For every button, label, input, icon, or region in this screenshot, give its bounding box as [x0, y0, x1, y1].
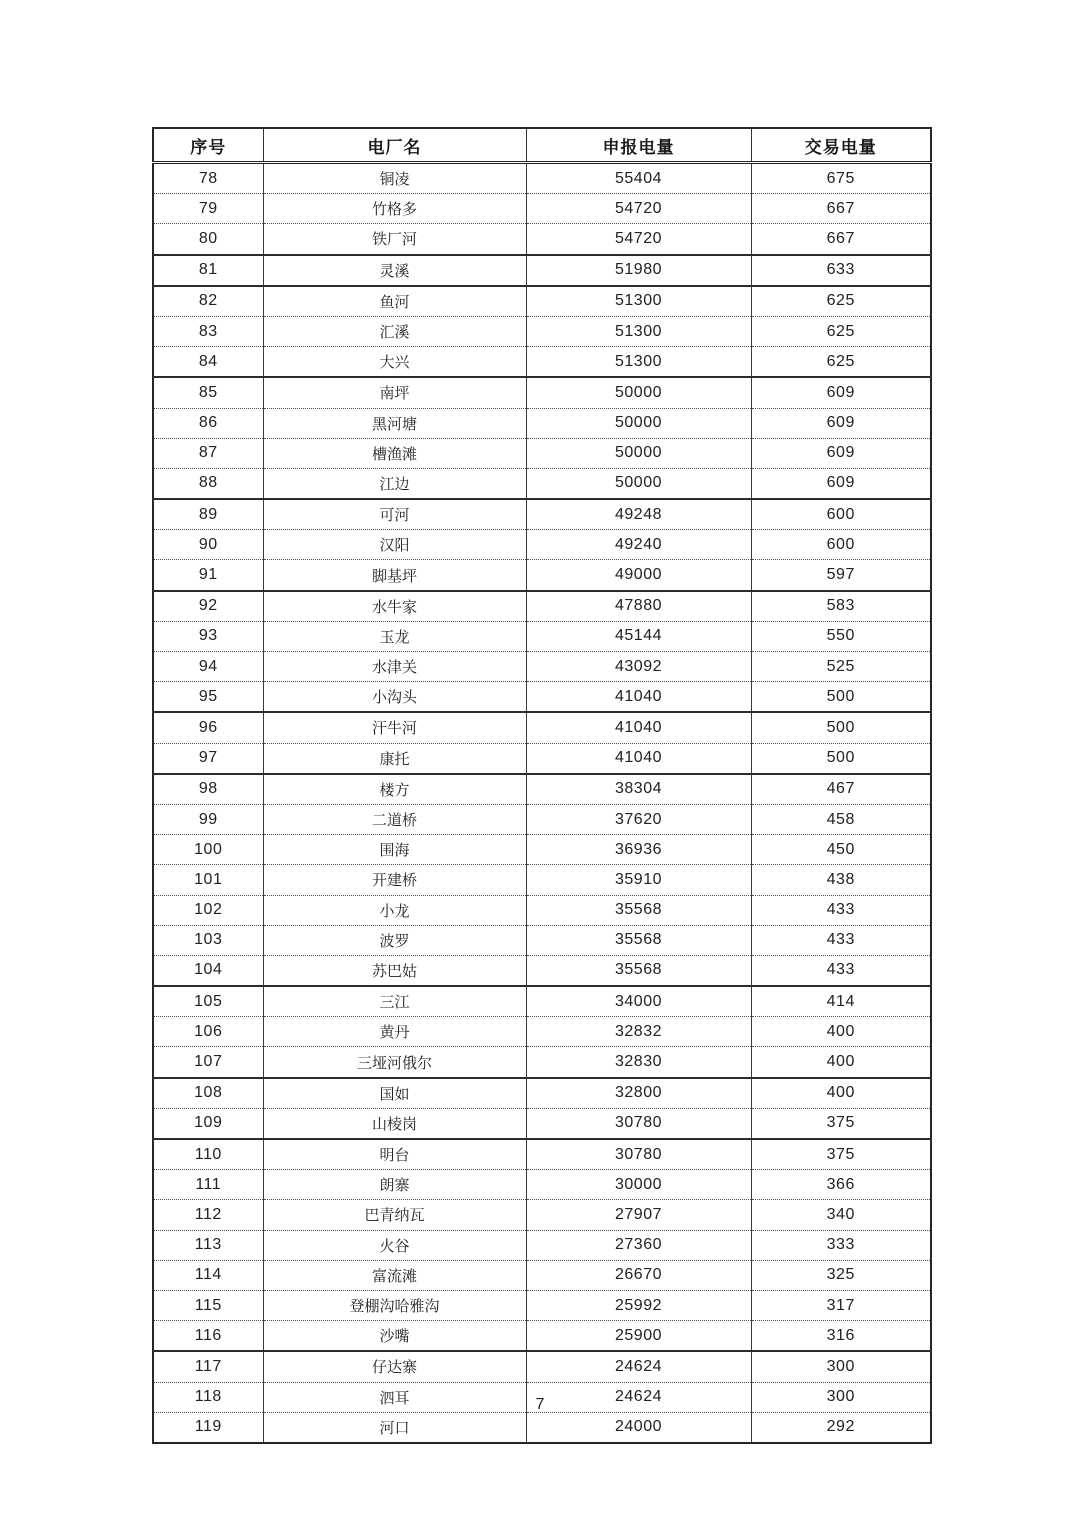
cell-declared-energy: 50000	[526, 408, 751, 438]
table-body	[153, 163, 931, 1443]
cell-plant-name: 铁厂河	[263, 224, 526, 255]
cell-traded-energy: 609	[751, 468, 931, 499]
cell-declared-energy: 35568	[526, 925, 751, 955]
cell-plant-name: 楼方	[263, 774, 526, 805]
cell-plant-name: 围海	[263, 835, 526, 865]
cell-traded-energy: 500	[751, 743, 931, 774]
cell-serial-number: 88	[153, 468, 263, 499]
cell-declared-energy: 51300	[526, 347, 751, 378]
cell-declared-energy: 55404	[526, 163, 751, 194]
cell-plant-name: 玉龙	[263, 621, 526, 651]
table-row	[153, 835, 931, 865]
cell-declared-energy: 51980	[526, 255, 751, 286]
table-row	[153, 408, 931, 438]
table-row	[153, 774, 931, 805]
header-declared-energy: 申报电量	[526, 128, 751, 163]
cell-declared-energy: 32830	[526, 1047, 751, 1078]
table-row	[153, 925, 931, 955]
table-row	[153, 1200, 931, 1230]
table-row	[153, 530, 931, 560]
page-number: 7	[535, 1396, 545, 1413]
cell-plant-name: 槽渔滩	[263, 438, 526, 468]
cell-traded-energy: 438	[751, 865, 931, 895]
cell-declared-energy: 37620	[526, 804, 751, 834]
table-row	[153, 895, 931, 925]
cell-serial-number: 82	[153, 286, 263, 317]
cell-serial-number: 114	[153, 1260, 263, 1290]
cell-declared-energy: 30780	[526, 1108, 751, 1139]
cell-serial-number: 85	[153, 377, 263, 408]
table-row	[153, 986, 931, 1017]
cell-plant-name: 可河	[263, 499, 526, 530]
cell-plant-name: 灵溪	[263, 255, 526, 286]
cell-serial-number: 79	[153, 194, 263, 224]
cell-serial-number: 112	[153, 1200, 263, 1230]
cell-plant-name: 二道桥	[263, 804, 526, 834]
cell-declared-energy: 45144	[526, 621, 751, 651]
cell-plant-name: 黑河塘	[263, 408, 526, 438]
cell-traded-energy: 675	[751, 163, 931, 194]
cell-serial-number: 105	[153, 986, 263, 1017]
cell-serial-number: 113	[153, 1230, 263, 1260]
table-row	[153, 652, 931, 682]
cell-plant-name: 脚基坪	[263, 560, 526, 591]
cell-declared-energy: 24624	[526, 1382, 751, 1412]
cell-plant-name: 沙嘴	[263, 1321, 526, 1352]
cell-declared-energy: 30000	[526, 1170, 751, 1200]
cell-serial-number: 95	[153, 682, 263, 713]
cell-plant-name: 仔达寨	[263, 1351, 526, 1382]
cell-serial-number: 106	[153, 1017, 263, 1047]
cell-declared-energy: 49000	[526, 560, 751, 591]
cell-plant-name: 竹格多	[263, 194, 526, 224]
table-row	[153, 1260, 931, 1290]
cell-declared-energy: 43092	[526, 652, 751, 682]
cell-traded-energy: 609	[751, 377, 931, 408]
table-row	[153, 1108, 931, 1139]
cell-plant-name: 火谷	[263, 1230, 526, 1260]
table-row	[153, 316, 931, 346]
cell-serial-number: 78	[153, 163, 263, 194]
cell-serial-number: 94	[153, 652, 263, 682]
cell-declared-energy: 50000	[526, 438, 751, 468]
header-plant-name: 电厂名	[263, 128, 526, 163]
cell-plant-name: 巴青纳瓦	[263, 1200, 526, 1230]
cell-traded-energy: 625	[751, 347, 931, 378]
cell-traded-energy: 375	[751, 1139, 931, 1170]
cell-plant-name: 大兴	[263, 347, 526, 378]
cell-serial-number: 96	[153, 712, 263, 743]
cell-traded-energy: 316	[751, 1321, 931, 1352]
table-row	[153, 255, 931, 286]
cell-plant-name: 水牛家	[263, 591, 526, 622]
cell-traded-energy: 325	[751, 1260, 931, 1290]
cell-plant-name: 三江	[263, 986, 526, 1017]
cell-plant-name: 汇溪	[263, 316, 526, 346]
cell-plant-name: 三垭河俄尔	[263, 1047, 526, 1078]
table-row	[153, 1321, 931, 1352]
cell-declared-energy: 24624	[526, 1351, 751, 1382]
cell-plant-name: 登棚沟哈雅沟	[263, 1290, 526, 1320]
cell-plant-name: 山棱岗	[263, 1108, 526, 1139]
cell-declared-energy: 38304	[526, 774, 751, 805]
cell-traded-energy: 433	[751, 925, 931, 955]
cell-serial-number: 118	[153, 1382, 263, 1412]
cell-traded-energy: 375	[751, 1108, 931, 1139]
cell-declared-energy: 50000	[526, 468, 751, 499]
table-row	[153, 286, 931, 317]
cell-traded-energy: 366	[751, 1170, 931, 1200]
cell-declared-energy: 35568	[526, 955, 751, 986]
table-row	[153, 347, 931, 378]
table-row	[153, 712, 931, 743]
cell-plant-name: 汗牛河	[263, 712, 526, 743]
cell-plant-name: 小沟头	[263, 682, 526, 713]
cell-serial-number: 87	[153, 438, 263, 468]
table-header	[153, 128, 931, 163]
cell-declared-energy: 54720	[526, 224, 751, 255]
table-row	[153, 1047, 931, 1078]
table-row	[153, 682, 931, 713]
cell-declared-energy: 24000	[526, 1412, 751, 1443]
table-row	[153, 1078, 931, 1109]
cell-serial-number: 107	[153, 1047, 263, 1078]
cell-traded-energy: 340	[751, 1200, 931, 1230]
cell-declared-energy: 35568	[526, 895, 751, 925]
cell-serial-number: 81	[153, 255, 263, 286]
cell-plant-name: 康托	[263, 743, 526, 774]
cell-serial-number: 110	[153, 1139, 263, 1170]
cell-declared-energy: 49248	[526, 499, 751, 530]
cell-serial-number: 111	[153, 1170, 263, 1200]
cell-serial-number: 84	[153, 347, 263, 378]
cell-plant-name: 江边	[263, 468, 526, 499]
table-row	[153, 377, 931, 408]
cell-declared-energy: 34000	[526, 986, 751, 1017]
cell-plant-name: 铜凌	[263, 163, 526, 194]
cell-serial-number: 91	[153, 560, 263, 591]
cell-declared-energy: 36936	[526, 835, 751, 865]
cell-traded-energy: 300	[751, 1382, 931, 1412]
cell-serial-number: 98	[153, 774, 263, 805]
cell-declared-energy: 41040	[526, 743, 751, 774]
cell-traded-energy: 450	[751, 835, 931, 865]
table-row	[153, 1290, 931, 1320]
table-row	[153, 591, 931, 622]
cell-plant-name: 水津关	[263, 652, 526, 682]
cell-traded-energy: 609	[751, 438, 931, 468]
table-row	[153, 1351, 931, 1382]
cell-traded-energy: 525	[751, 652, 931, 682]
cell-declared-energy: 26670	[526, 1260, 751, 1290]
cell-serial-number: 109	[153, 1108, 263, 1139]
table-row	[153, 1170, 931, 1200]
cell-traded-energy: 400	[751, 1017, 931, 1047]
cell-declared-energy: 49240	[526, 530, 751, 560]
table-row	[153, 1017, 931, 1047]
header-traded-energy: 交易电量	[751, 128, 931, 163]
cell-traded-energy: 500	[751, 682, 931, 713]
cell-traded-energy: 597	[751, 560, 931, 591]
cell-declared-energy: 25992	[526, 1290, 751, 1320]
cell-serial-number: 104	[153, 955, 263, 986]
cell-traded-energy: 600	[751, 530, 931, 560]
cell-traded-energy: 550	[751, 621, 931, 651]
cell-serial-number: 108	[153, 1078, 263, 1109]
cell-plant-name: 波罗	[263, 925, 526, 955]
cell-traded-energy: 300	[751, 1351, 931, 1382]
table-row	[153, 1412, 931, 1443]
cell-plant-name: 朗寨	[263, 1170, 526, 1200]
cell-plant-name: 泗耳	[263, 1382, 526, 1412]
cell-traded-energy: 467	[751, 774, 931, 805]
cell-declared-energy: 51300	[526, 286, 751, 317]
cell-declared-energy: 41040	[526, 682, 751, 713]
cell-serial-number: 92	[153, 591, 263, 622]
cell-traded-energy: 625	[751, 316, 931, 346]
cell-serial-number: 119	[153, 1412, 263, 1443]
cell-traded-energy: 292	[751, 1412, 931, 1443]
cell-serial-number: 99	[153, 804, 263, 834]
cell-declared-energy: 30780	[526, 1139, 751, 1170]
cell-declared-energy: 27907	[526, 1200, 751, 1230]
cell-plant-name: 鱼河	[263, 286, 526, 317]
cell-serial-number: 100	[153, 835, 263, 865]
cell-serial-number: 90	[153, 530, 263, 560]
cell-plant-name: 黄丹	[263, 1017, 526, 1047]
cell-declared-energy: 51300	[526, 316, 751, 346]
cell-declared-energy: 54720	[526, 194, 751, 224]
cell-declared-energy: 47880	[526, 591, 751, 622]
cell-declared-energy: 50000	[526, 377, 751, 408]
table-row	[153, 224, 931, 255]
cell-serial-number: 83	[153, 316, 263, 346]
table-row	[153, 163, 931, 194]
header-serial-number: 序号	[153, 128, 263, 163]
cell-declared-energy: 25900	[526, 1321, 751, 1352]
cell-serial-number: 89	[153, 499, 263, 530]
cell-serial-number: 102	[153, 895, 263, 925]
table-row	[153, 438, 931, 468]
cell-traded-energy: 433	[751, 955, 931, 986]
cell-declared-energy: 35910	[526, 865, 751, 895]
table-row	[153, 499, 931, 530]
cell-traded-energy: 400	[751, 1078, 931, 1109]
cell-serial-number: 101	[153, 865, 263, 895]
table-row	[153, 955, 931, 986]
cell-serial-number: 103	[153, 925, 263, 955]
cell-plant-name: 汉阳	[263, 530, 526, 560]
cell-serial-number: 115	[153, 1290, 263, 1320]
table-row	[153, 1230, 931, 1260]
cell-traded-energy: 667	[751, 224, 931, 255]
table-row	[153, 804, 931, 834]
cell-traded-energy: 333	[751, 1230, 931, 1260]
cell-declared-energy: 27360	[526, 1230, 751, 1260]
cell-traded-energy: 583	[751, 591, 931, 622]
table-row	[153, 865, 931, 895]
cell-plant-name: 南坪	[263, 377, 526, 408]
cell-serial-number: 80	[153, 224, 263, 255]
table-header-row	[153, 128, 931, 163]
cell-declared-energy: 32832	[526, 1017, 751, 1047]
cell-declared-energy: 32800	[526, 1078, 751, 1109]
cell-plant-name: 富流滩	[263, 1260, 526, 1290]
cell-traded-energy: 458	[751, 804, 931, 834]
cell-traded-energy: 633	[751, 255, 931, 286]
table-row	[153, 194, 931, 224]
cell-traded-energy: 609	[751, 408, 931, 438]
table-row	[153, 468, 931, 499]
cell-traded-energy: 433	[751, 895, 931, 925]
table-row	[153, 743, 931, 774]
cell-serial-number: 117	[153, 1351, 263, 1382]
cell-serial-number: 93	[153, 621, 263, 651]
table-row	[153, 560, 931, 591]
power-plant-trade-table	[152, 127, 932, 1444]
cell-serial-number: 97	[153, 743, 263, 774]
cell-traded-energy: 414	[751, 986, 931, 1017]
table-row	[153, 621, 931, 651]
cell-plant-name: 明台	[263, 1139, 526, 1170]
cell-traded-energy: 600	[751, 499, 931, 530]
cell-traded-energy: 625	[751, 286, 931, 317]
cell-traded-energy: 500	[751, 712, 931, 743]
cell-traded-energy: 317	[751, 1290, 931, 1320]
cell-declared-energy: 41040	[526, 712, 751, 743]
cell-traded-energy: 400	[751, 1047, 931, 1078]
cell-plant-name: 小龙	[263, 895, 526, 925]
cell-plant-name: 开建桥	[263, 865, 526, 895]
cell-plant-name: 苏巴姑	[263, 955, 526, 986]
cell-plant-name: 河口	[263, 1412, 526, 1443]
cell-serial-number: 116	[153, 1321, 263, 1352]
cell-traded-energy: 667	[751, 194, 931, 224]
cell-plant-name: 国如	[263, 1078, 526, 1109]
table-row	[153, 1139, 931, 1170]
cell-serial-number: 86	[153, 408, 263, 438]
